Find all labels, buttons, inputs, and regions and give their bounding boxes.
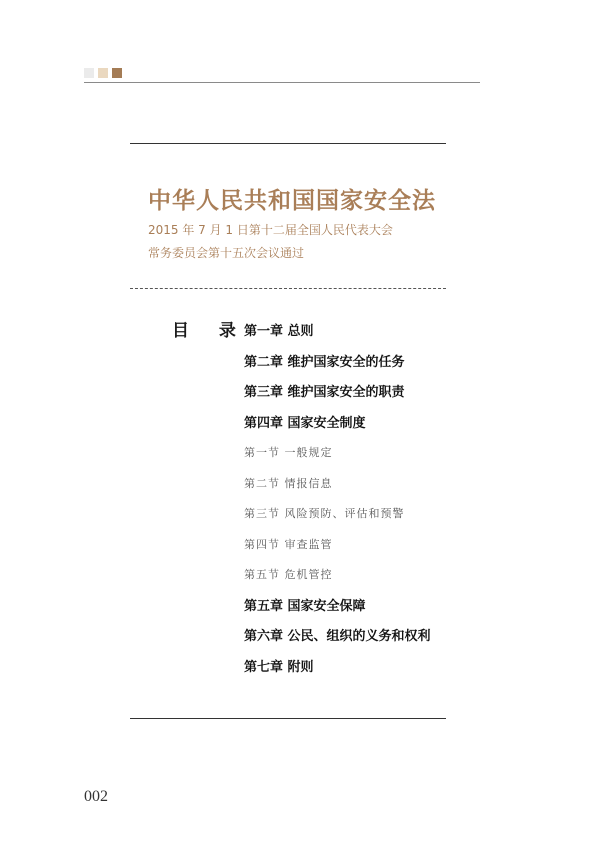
toc-chapter-entry[interactable]: 第一章 总则	[244, 324, 314, 339]
square-light-gray	[84, 68, 94, 78]
toc-chapter-entry[interactable]: 第五章 国家安全保障	[244, 598, 366, 614]
header-divider	[84, 82, 480, 83]
page-number: 002	[84, 788, 108, 805]
toc-section-entry[interactable]: 第二节 情报信息	[244, 476, 333, 490]
toc-section-entry[interactable]: 第三节 风险预防、评估和预警	[244, 507, 405, 520]
dashed-divider	[130, 288, 446, 289]
top-divider	[130, 143, 446, 144]
adoption-line-1: 2015 年 7 月 1 日第十二届全国人民代表大会	[148, 223, 393, 237]
decorative-squares	[84, 68, 122, 78]
square-brown	[112, 68, 122, 78]
square-light-beige	[98, 68, 108, 78]
toc-section-entry[interactable]: 第四节 审查监管	[244, 537, 333, 551]
toc-section-entry[interactable]: 第一节 一般规定	[244, 446, 333, 459]
toc-chapter-entry[interactable]: 第四章 国家安全制度	[244, 415, 366, 431]
toc-chapter-entry[interactable]: 第七章 附则	[244, 659, 314, 675]
toc-chapter-entry[interactable]: 第二章 维护国家安全的任务	[244, 354, 405, 370]
toc-heading: 目 录	[172, 321, 248, 341]
toc-chapter-entry[interactable]: 第六章 公民、组织的义务和权利	[244, 629, 431, 644]
toc-chapter-entry[interactable]: 第三章 维护国家安全的职责	[244, 385, 405, 400]
toc-section-entry[interactable]: 第五节 危机管控	[244, 568, 333, 581]
law-title: 中华人民共和国国家安全法	[148, 188, 436, 214]
bottom-divider	[130, 718, 446, 719]
adoption-line-2: 常务委员会第十五次会议通过	[148, 246, 305, 260]
